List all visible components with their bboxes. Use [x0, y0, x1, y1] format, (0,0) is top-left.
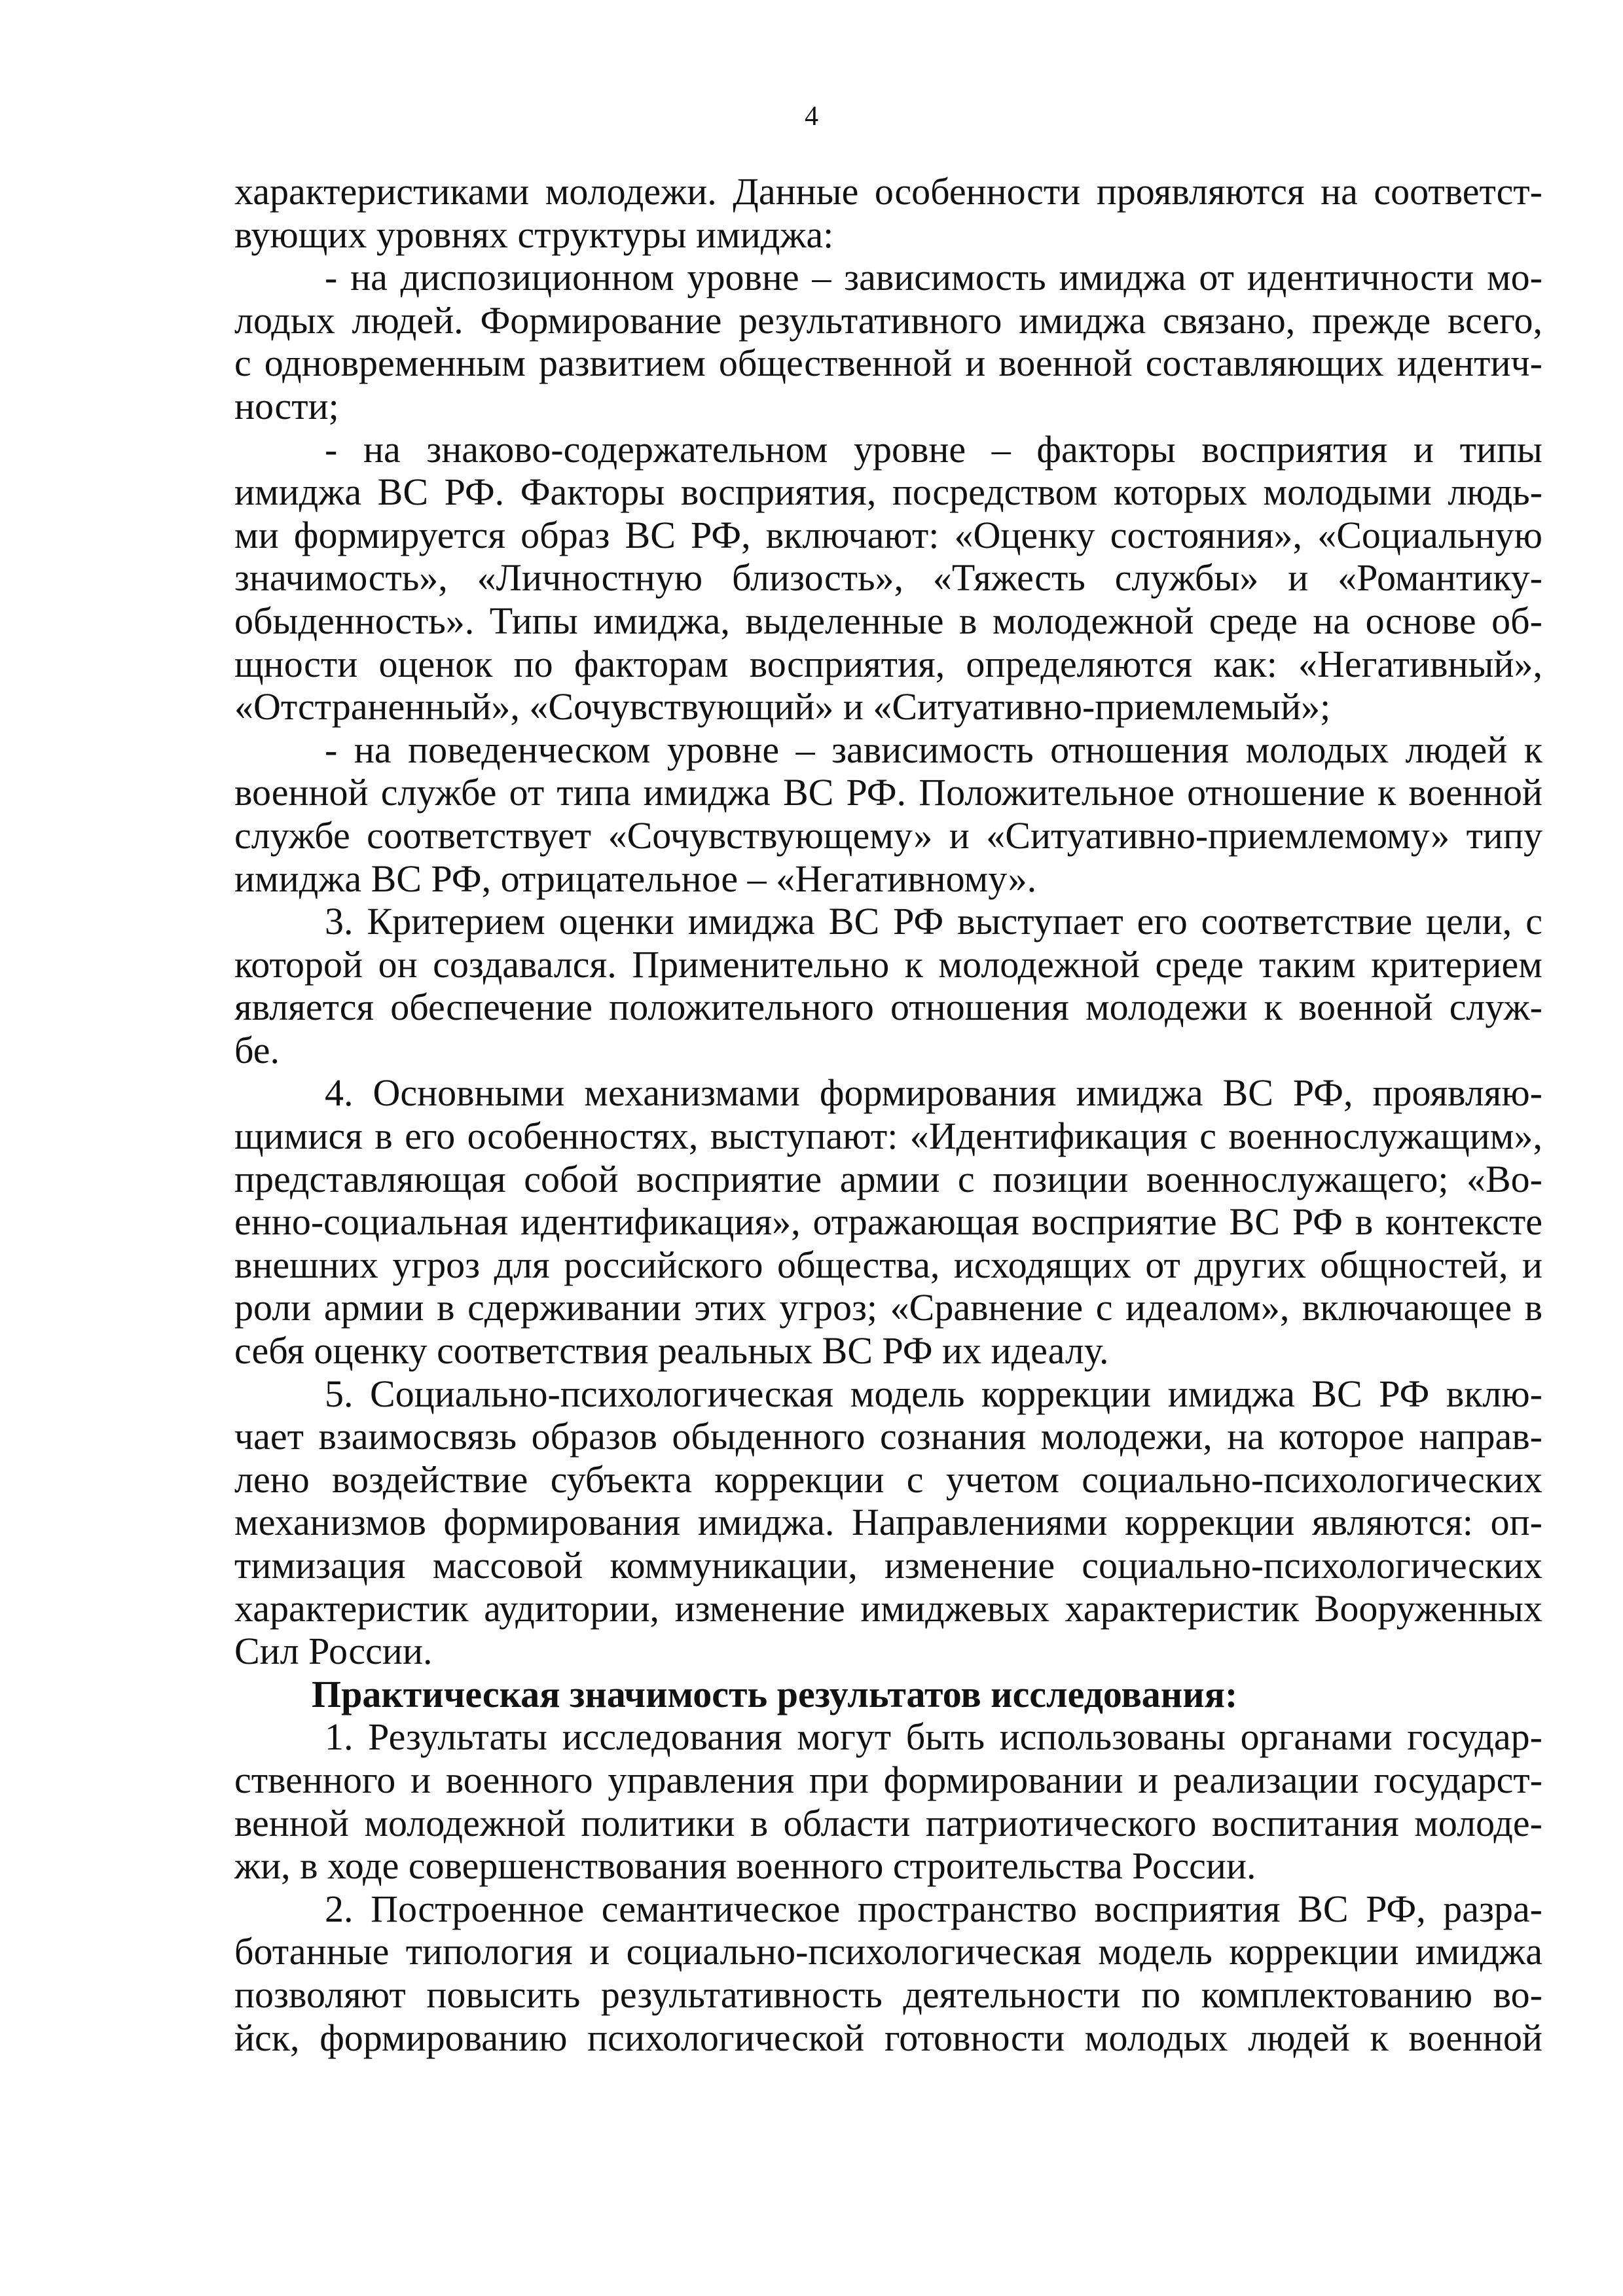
text-line: чает взаимосвязь образов обыденного сознания молодежи, на которое направ-	[234, 1415, 1542, 1458]
text-line: жи, в ходе совершенствования военного строительства России.	[234, 1844, 1256, 1888]
text-line: 4. Основными механизмами формирования имиджа ВС РФ, проявляю-	[325, 1071, 1542, 1115]
text-line: роли армии в сдерживании этих угроз; «Сравнение с идеалом», включающее в	[234, 1286, 1542, 1329]
text-line: 3. Критерием оценки имиджа ВС РФ выступает его соответствие цели, с	[325, 900, 1542, 943]
text-line: лодых людей. Формирование результативного имиджа связано, прежде всего,	[234, 298, 1542, 342]
text-line: ности;	[234, 384, 339, 427]
text-line: лено воздействие субъекта коррекции с учетом социально-психологических	[234, 1458, 1542, 1501]
text-line: щимися в его особенностях, выступают: «Идентификация с военнослужащим»,	[234, 1115, 1542, 1158]
text-line: вующих уровнях структуры имиджа:	[234, 213, 834, 256]
text-line: с одновременным развитием общественной и военной составляющих идентич-	[234, 342, 1542, 385]
text-line: бе.	[234, 1028, 280, 1071]
text-line: енно-социальная идентификация», отражающая восприятие ВС РФ в контексте	[234, 1200, 1542, 1244]
text-line: 5. Социально-психологическая модель коррекции имиджа ВС РФ вклю-	[325, 1372, 1542, 1415]
text-line: венной молодежной политики в области патриотического воспитания молоде-	[234, 1801, 1542, 1844]
text-line: значимость», «Личностную близость», «Тяжесть службы» и «Романтику-	[234, 556, 1542, 600]
text-line: ственного и военного управления при формировании и реализации государст-	[234, 1758, 1542, 1801]
section-heading: Практическая значимость результатов исследования:	[312, 1672, 1238, 1715]
text-line: механизмов формирования имиджа. Направлениями коррекции являются: оп-	[234, 1501, 1542, 1544]
text-line: имиджа ВС РФ, отрицательное – «Негативному».	[234, 857, 1037, 900]
text-line: является обеспечение положительного отношения молодежи к военной служ-	[234, 986, 1542, 1029]
text-line: представляющая собой восприятие армии с позиции военнослужащего; «Во-	[234, 1157, 1542, 1200]
text-line: 1. Результаты исследования могут быть использованы органами государ-	[325, 1715, 1542, 1759]
text-line: обыденность». Типы имиджа, выделенные в молодежной среде на основе об-	[234, 599, 1542, 642]
text-line: - на поведенческом уровне – зависимость отношения молодых людей к	[325, 728, 1542, 771]
text-line: ми формируется образ ВС РФ, включают: «Оценку состояния», «Социальную	[234, 513, 1542, 556]
text-line: себя оценку соответствия реальных ВС РФ их идеалу.	[234, 1329, 1109, 1372]
body-text	[234, 170, 1542, 2059]
text-line: йск, формированию психологической готовности молодых людей к военной	[234, 2016, 1542, 2059]
page-number: 4	[805, 101, 818, 132]
text-line: - на диспозиционном уровне – зависимость имиджа от идентичности мо-	[325, 256, 1542, 299]
text-line: «Отстраненный», «Сочувствующий» и «Ситуативно-приемлемый»;	[234, 685, 1331, 728]
text-line: тимизация массовой коммуникации, изменение социально-психологических	[234, 1544, 1542, 1587]
text-line: характеристиками молодежи. Данные особенности проявляются на соответст-	[234, 170, 1542, 213]
text-line: характеристик аудитории, изменение имиджевых характеристик Вооруженных	[234, 1587, 1542, 1630]
text-line: щности оценок по факторам восприятия, определяются как: «Негативный»,	[234, 642, 1542, 685]
text-line: службе соответствует «Сочувствующему» и «Ситуативно-приемлемому» типу	[234, 814, 1542, 857]
text-line: внешних угроз для российского общества, исходящих от других общностей, и	[234, 1243, 1542, 1286]
text-line: Сил России.	[234, 1630, 433, 1673]
text-line: военной службе от типа имиджа ВС РФ. Положительное отношение к военной	[234, 771, 1542, 814]
text-line: ботанные типология и социально-психологическая модель коррекции имиджа	[234, 1930, 1542, 1973]
text-line: позволяют повысить результативность деятельности по комплектованию во-	[234, 1973, 1542, 2016]
text-line: - на знаково-содержательном уровне – факторы восприятия и типы	[325, 427, 1542, 471]
text-line: 2. Построенное семантическое пространство восприятия ВС РФ, разра-	[325, 1887, 1542, 1930]
text-line: имиджа ВС РФ. Факторы восприятия, посредством которых молодыми людь-	[234, 471, 1542, 514]
text-line: которой он создавался. Применительно к молодежной среде таким критерием	[234, 942, 1542, 986]
